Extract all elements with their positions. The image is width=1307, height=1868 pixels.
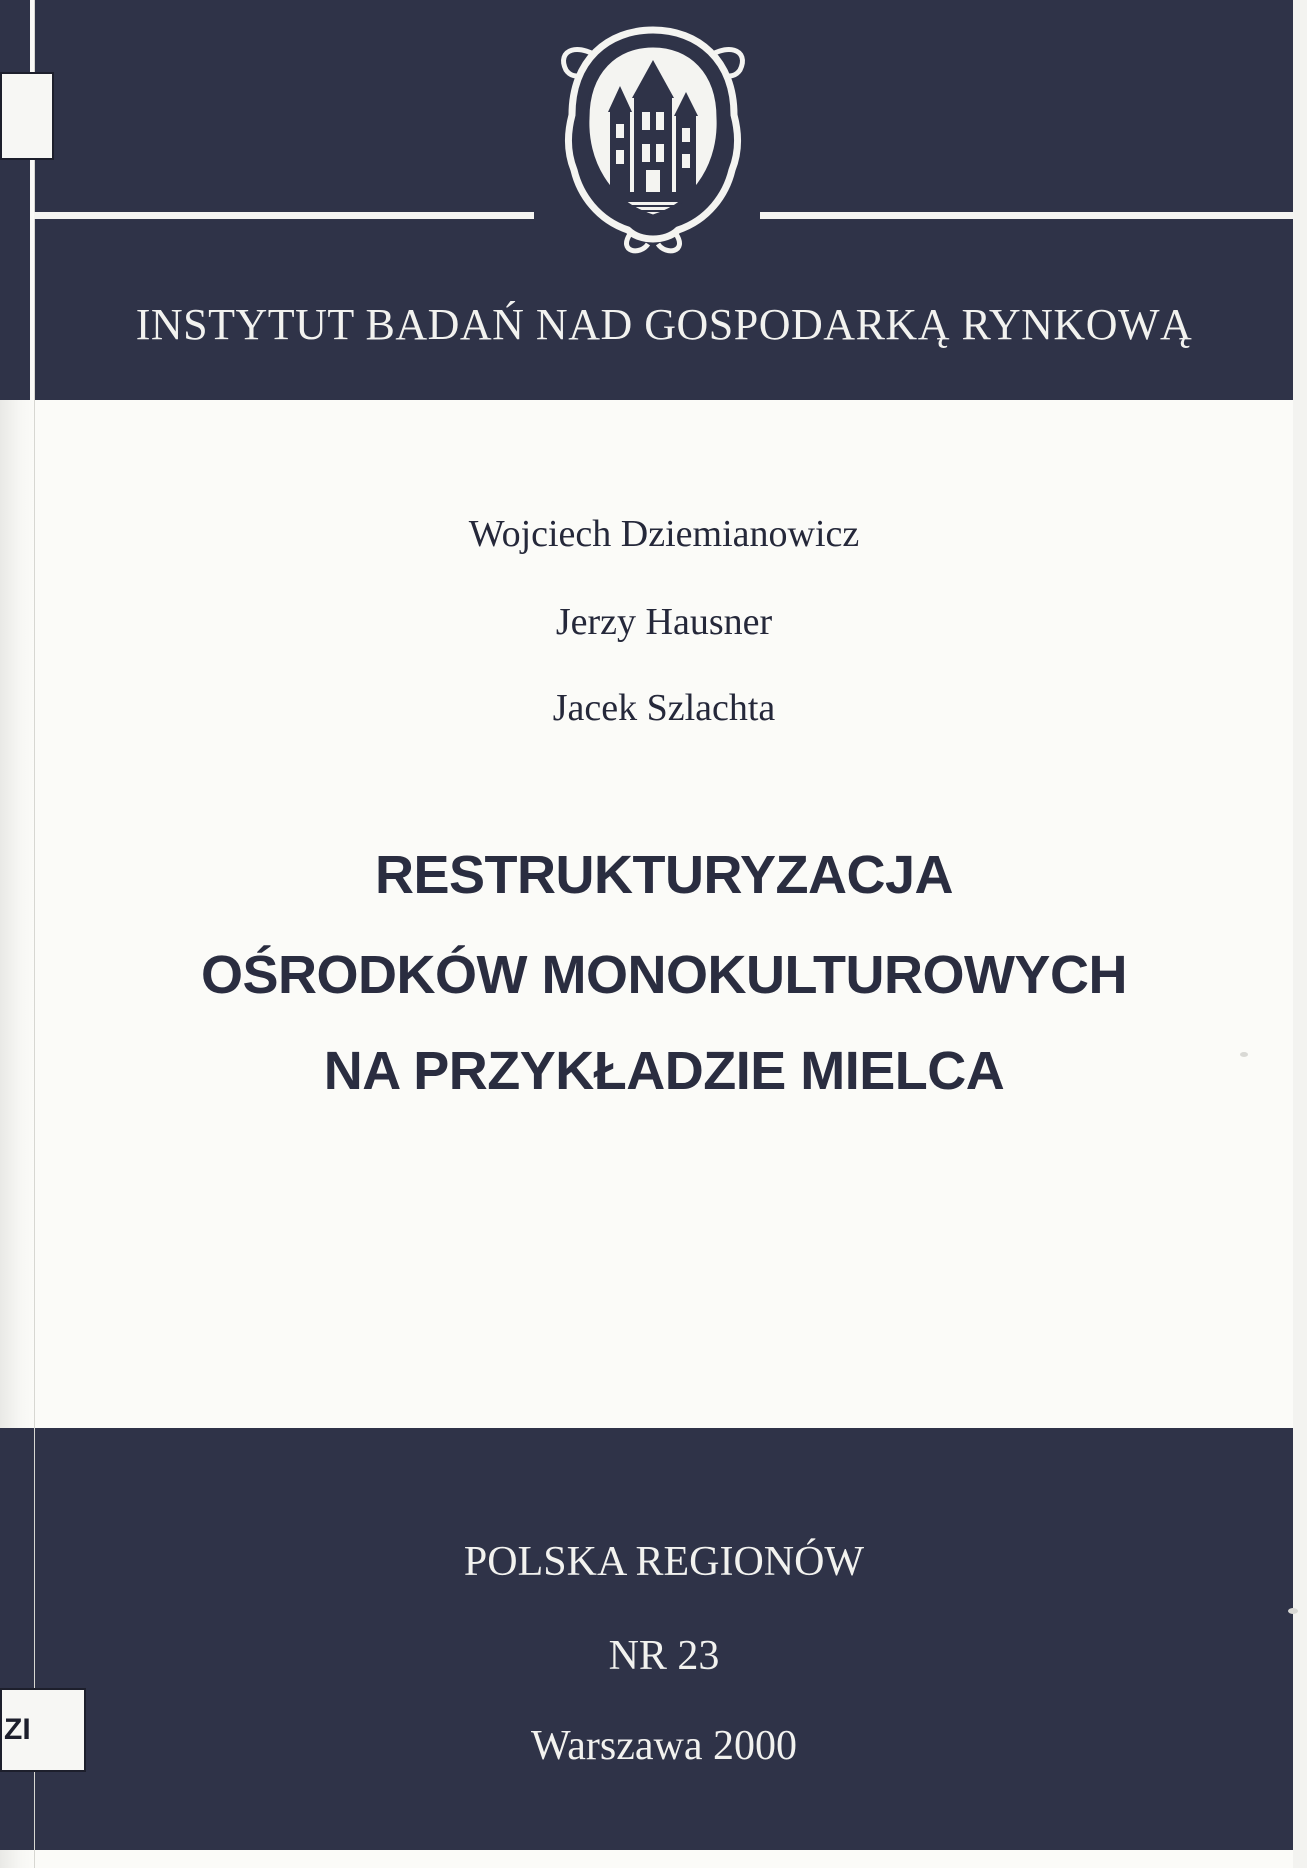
castle-emblem-icon [548, 20, 758, 255]
author-name: Jerzy Hausner [555, 601, 773, 643]
library-sticker-top [0, 72, 54, 160]
book-title-line: NA PRZYKŁADZIE MIELCA [323, 1041, 1005, 1101]
author-name: Wojciech Dziemianowicz [468, 513, 860, 555]
author-name: Jacek Szlachta [552, 687, 776, 729]
library-sticker-bottom: ZI [0, 1688, 86, 1772]
spine-band-middle [0, 155, 30, 400]
spine-band-top [0, 0, 30, 72]
right-paper-edge [1293, 0, 1307, 1868]
series-number: NR 23 [608, 1633, 720, 1679]
publication-place-year: Warszawa 2000 [530, 1723, 797, 1769]
spine-band-bottom-end [0, 1768, 34, 1850]
divider-line-right [760, 212, 1294, 219]
divider-line-left [34, 212, 534, 219]
paper-scuff [1288, 1608, 1298, 1614]
series-name: POLSKA REGIONÓW [463, 1539, 865, 1585]
spine-band-bottom [0, 1428, 34, 1688]
institute-name: INSTYTUT BADAŃ NAD GOSPODARKĄ RYNKOWĄ [135, 300, 1193, 349]
paper-scuff [1240, 1052, 1248, 1057]
book-title-line: OŚRODKÓW MONOKULTUROWYCH [201, 945, 1127, 1005]
book-title-line: RESTRUKTURYZACJA [374, 845, 953, 905]
